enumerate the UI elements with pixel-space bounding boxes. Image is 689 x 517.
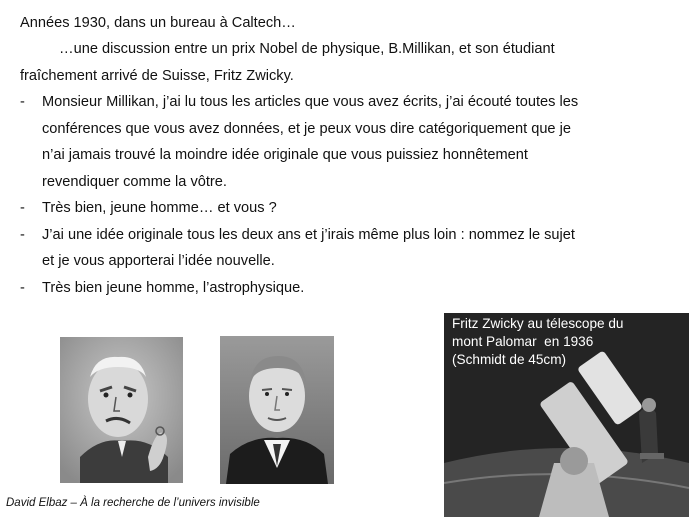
portrait-image <box>60 337 183 483</box>
telescope-caption <box>452 315 688 369</box>
intro-line: Années 1930, dans un bureau à Caltech… <box>20 15 296 31</box>
bullet-1-line-1: Monsieur Millikan, j’ai lu tous les articles que vous avez écrits, j’ai écouté toutes les <box>42 94 579 110</box>
bullet-3-line-1: J’ai une idée originale tous les deux ans et j’irais même plus loin : nommez le sujet <box>42 227 575 243</box>
telescope-caption-line-3: (Schmidt de 45cm) <box>452 352 567 367</box>
bullet-dash: - <box>20 94 25 110</box>
zwicky-portrait-photo <box>60 337 183 483</box>
bullet-2-line-1: Très bien, jeune homme… et vous ? <box>42 200 277 216</box>
bullet-1-line-2: conférences que vous avez données, et je peux vous dire catégoriquement que je <box>42 121 571 137</box>
telescope-caption-line-1: Fritz Zwicky au télescope du <box>452 316 624 331</box>
bullet-dash: - <box>20 227 25 243</box>
portrait-image <box>220 336 334 484</box>
source-credit: David Elbaz – À la recherche de l’univers invisible <box>6 497 260 509</box>
bullet-3-line-2: et je vous apporterai l’idée nouvelle. <box>42 253 275 269</box>
context-line: …une discussion entre un prix Nobel de physique, B.Millikan, et son étudiant <box>59 41 555 57</box>
bullet-4-line-1: Très bien jeune homme, l’astrophysique. <box>42 280 305 296</box>
bullet-dash: - <box>20 280 25 296</box>
context-line-cont: fraîchement arrivé de Suisse, Fritz Zwicky. <box>20 68 294 84</box>
telescope-caption-line-2: mont Palomar en 1936 <box>452 334 594 349</box>
millikan-portrait-photo <box>220 336 334 484</box>
bullet-1-line-4: revendiquer comme la vôtre. <box>42 174 227 190</box>
bullet-dash: - <box>20 200 25 216</box>
bullet-1-line-3: n’ai jamais trouvé la moindre idée originale que vous puissiez honnêtement <box>42 147 528 163</box>
